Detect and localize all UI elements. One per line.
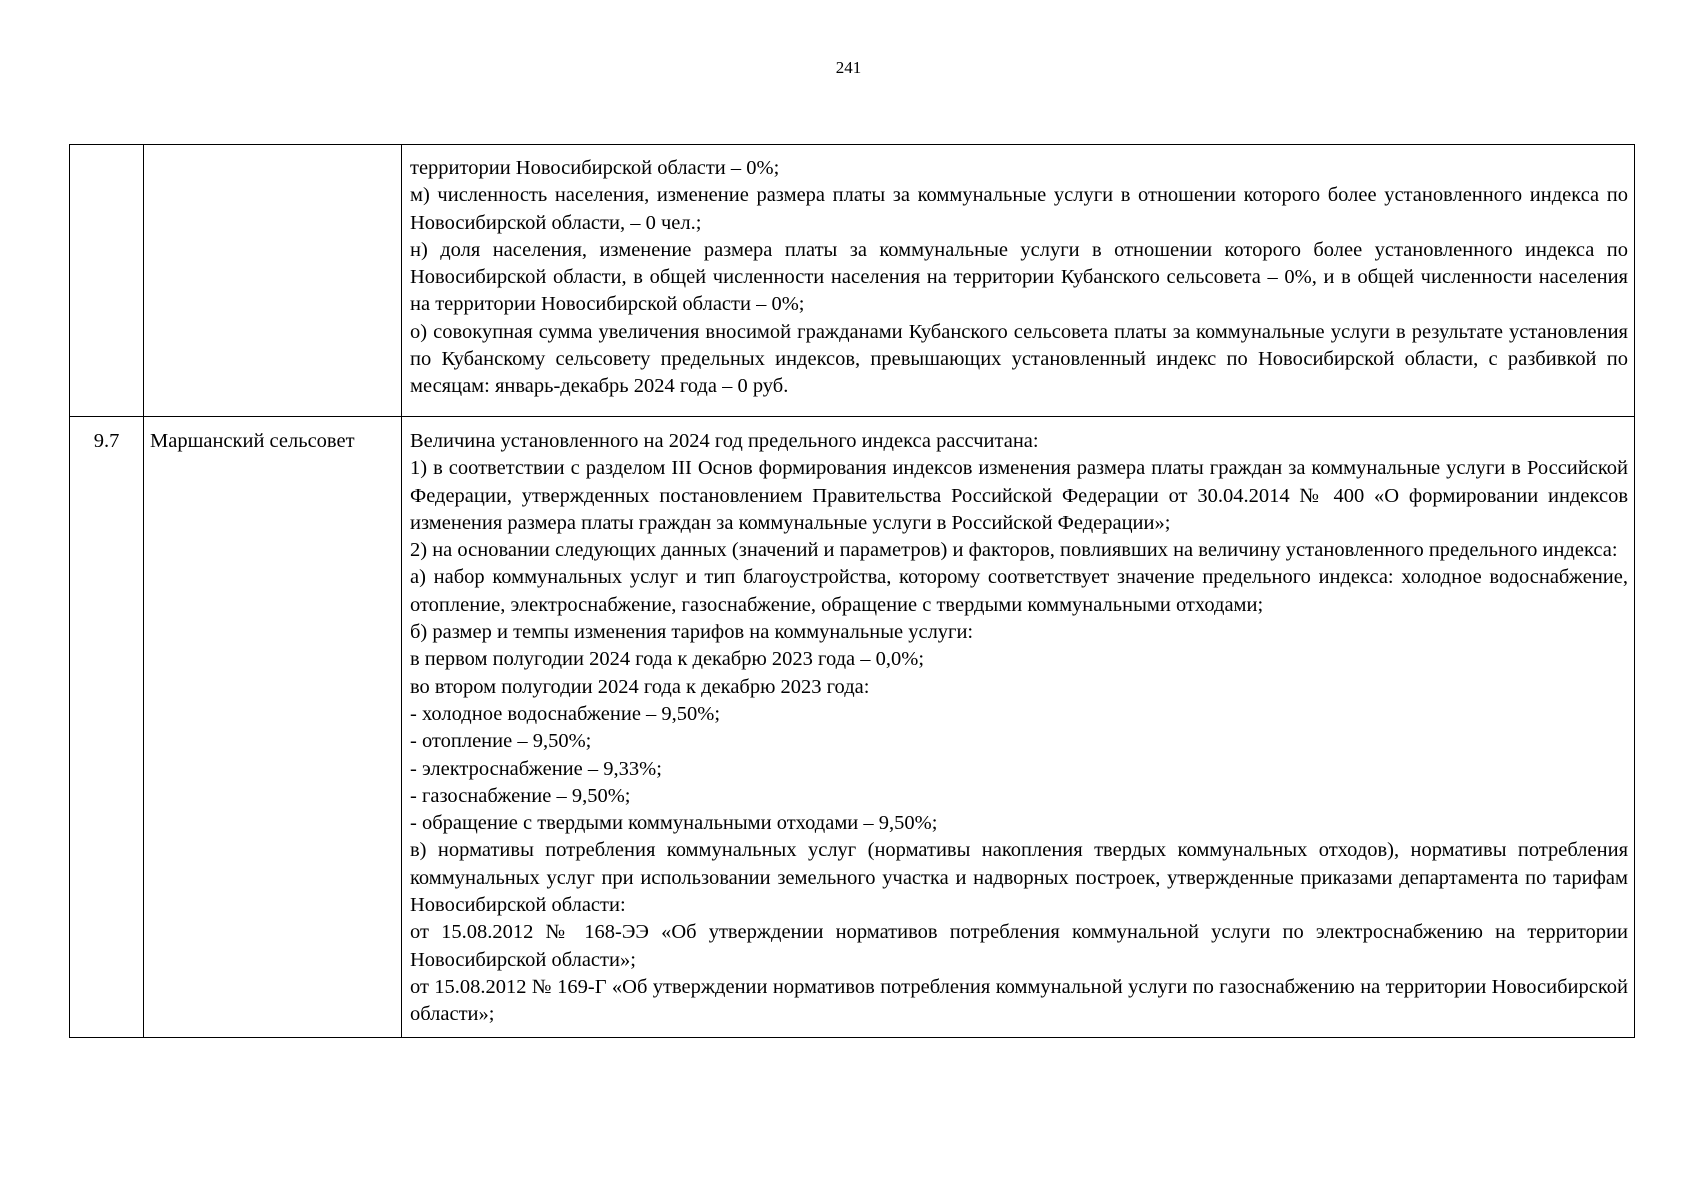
paragraph: н) доля населения, изменение размера платы за коммунальные услуги в отношении которого более установленного индекса по Новосибирской области, в общей численности населения на территории Кубанского сельсовета – 0%, и в общей численности населения на территории Новосибирской области – 0%; xyxy=(410,238,1628,316)
paragraph: - холодное водоснабжение – 9,50%; xyxy=(410,702,721,725)
paragraph: в первом полугодии 2024 года к декабрю 2023 года – 0,0%; xyxy=(410,648,925,671)
paragraph: 2) на основании следующих данных (значений и параметров) и факторов, повлиявших на величину установленного предельного индекса: xyxy=(410,539,1618,562)
description-cell xyxy=(402,145,1635,417)
paragraph: во втором полугодии 2024 года к декабрю 2023 года: xyxy=(410,675,870,698)
row-number-cell: 9.7 xyxy=(70,417,144,1038)
paragraph: м) численность населения, изменение размера платы за коммунальные услуги в отношении которого более установленного индекса по Новосибирской области, – 0 чел.; xyxy=(410,184,1628,234)
description-cell xyxy=(402,417,1635,1038)
municipality-name-cell: Маршанский сельсовет xyxy=(144,417,402,1038)
paragraph: территории Новосибирской области – 0%; xyxy=(410,157,780,179)
page-number: 241 xyxy=(835,58,862,77)
paragraph: 1) в соответствии с разделом III Основ формирования индексов изменения размера платы граждан за коммунальные услуги в Российской Федерации, утвержденных постановлением Правительства Российской Федерации от 30.04.2014 № 400 «О формировании индексов изменения размера платы граждан за коммунальные услуги в Российской Федерации»; xyxy=(410,457,1628,534)
table-row xyxy=(70,417,1635,1038)
paragraph: в) нормативы потребления коммунальных услуг (нормативы накопления твердых коммунальных отходов), нормативы потребления коммунальных услуг при использовании земельного участка и надворных построек, утвержденные приказами департамента по тарифам Новосибирской области: xyxy=(410,839,1628,917)
paragraph: - электроснабжение – 9,33%; xyxy=(410,757,662,780)
paragraph: а) набор коммунальных услуг и тип благоустройства, которому соответствует значение предельного индекса: холодное водоснабжение, отопление, электроснабжение, газоснабжение, обращение с твердыми коммунальными отходами; xyxy=(410,566,1628,616)
paragraph: б) размер и темпы изменения тарифов на коммунальные услуги: xyxy=(410,621,974,644)
paragraph: о) совокупная сумма увеличения вносимой гражданами Кубанского сельсовета платы за коммунальные услуги в результате установления по Кубанскому сельсовету предельных индексов, превышающих установленный индекс по Новосибирской области, с разбивкой по месяцам: январь-декабрь 2024 года – 0 руб. xyxy=(410,320,1628,398)
table-row xyxy=(70,145,1635,417)
paragraph: Величина установленного на 2024 год предельного индекса рассчитана: xyxy=(410,430,1039,452)
paragraph: от 15.08.2012 № 168-ЭЭ «Об утверждении нормативов потребления коммунальной услуги по электроснабжению на территории Новосибирской области»; xyxy=(410,921,1628,971)
paragraph: - обращение с твердыми коммунальными отходами – 9,50%; xyxy=(410,812,938,835)
document-table xyxy=(69,144,1635,1038)
municipality-name-cell xyxy=(144,145,402,417)
paragraph: - отопление – 9,50%; xyxy=(410,730,592,753)
row-number-cell xyxy=(70,145,144,417)
paragraph: от 15.08.2012 № 169-Г «Об утверждении нормативов потребления коммунальной услуги по газоснабжению на территории Новосибирской области»; xyxy=(410,975,1628,1026)
paragraph: - газоснабжение – 9,50%; xyxy=(410,784,631,807)
